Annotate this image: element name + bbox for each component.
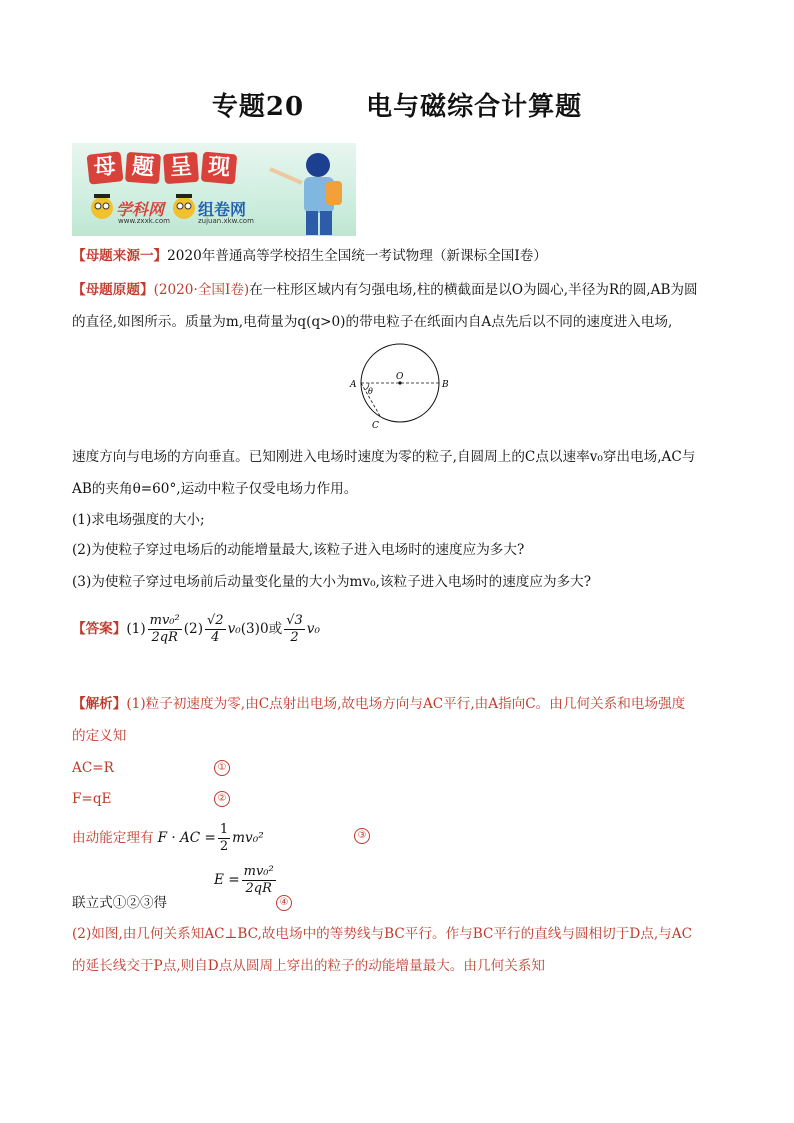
banner-char: 现 xyxy=(201,152,237,185)
answer-fraction-3: $\frac{√3}{2}$ xyxy=(286,612,303,645)
analysis-tag: 【解析】 xyxy=(72,696,127,712)
question-2: (2)为使粒子穿过电场后的动能增量最大,该粒子进入电场时的速度应为多大? xyxy=(72,542,525,558)
banner-char: 题 xyxy=(125,152,161,184)
equation-3-fraction: $\frac{1}{2}$ xyxy=(219,821,229,854)
problem-line-2: 的直径,如图所示。质量为m,电荷量为q(q>0)的带电粒子在纸面内自A点先后以不同的速度进入电场, xyxy=(72,314,673,330)
analysis-line-1 xyxy=(72,694,685,714)
label-c: C xyxy=(372,421,379,431)
logo-xkw: 学科网 xyxy=(116,200,165,219)
mascot-icon xyxy=(90,193,114,223)
problem-line-3: 速度方向与电场的方向垂直。已知刚进入电场时速度为零的粒子,自圆周上的C点以速率v₀穿出电场,AC与 xyxy=(72,449,696,465)
banner-char: 呈 xyxy=(163,152,199,184)
label-o: O xyxy=(396,372,404,382)
analysis-text-1: (1)粒子初速度为零,由C点射出电场,故电场方向与AC平行,由A指向C。由几何关系和电场强度 xyxy=(126,696,686,712)
equation-number-4: ④ xyxy=(276,895,292,911)
answer-v0: v₀ xyxy=(306,621,320,637)
label-b: B xyxy=(442,380,449,390)
answer-fraction-2: $\frac{√2}{4}$ xyxy=(207,612,224,645)
equation-3 xyxy=(72,818,264,858)
problem-tag: 【母题原题】 xyxy=(72,282,154,298)
problem-text-1: 在一柱形区域内有匀强电场,柱的横截面是以O为圆心,半径为R的圆,AB为圆 xyxy=(249,282,698,298)
mascot-icon xyxy=(172,193,196,223)
equation-4-lhs: E = xyxy=(214,872,240,888)
equation-1: AC=R xyxy=(72,760,114,776)
banner-title xyxy=(88,153,236,183)
answer-part-1: (1) xyxy=(126,621,146,637)
banner-char: 母 xyxy=(87,151,124,184)
analysis-line-2: 的定义知 xyxy=(72,728,127,744)
equation-number-1: ① xyxy=(214,760,230,776)
answer-v0: v₀ xyxy=(227,621,241,637)
source-text: 2020年普通高等学校招生全国统一考试物理（新课标全国Ⅰ卷） xyxy=(167,248,547,264)
analysis-line-6: 的延长线交于P点,则自D点从圆周上穿出的粒子的动能增量最大。由几何关系知 xyxy=(72,958,545,974)
question-3: (3)为使粒子穿过电场前后动量变化量的大小为mv₀,该粒子进入电场时的速度应为多大? xyxy=(72,574,592,590)
label-a: A xyxy=(350,380,357,390)
equation-number-3: ③ xyxy=(354,828,370,844)
answer-tag: 【答案】 xyxy=(72,621,127,637)
logo-zjw: 组卷网 xyxy=(198,200,247,219)
label-theta: θ xyxy=(368,387,373,396)
circle-figure xyxy=(346,342,456,432)
page-title xyxy=(0,86,794,123)
problem-line-1 xyxy=(72,280,698,300)
answer-line xyxy=(72,606,320,652)
equation-3-prefix: 由动能定理有 xyxy=(72,830,154,846)
answer-part-3: (3)0或 xyxy=(240,621,283,637)
logo-zjw-url: zujuan.xkw.com xyxy=(198,217,254,225)
banner-image xyxy=(72,143,356,236)
logo-xkw-url: www.zxxk.com xyxy=(118,217,170,225)
title-topic: 电与磁综合计算题 xyxy=(366,92,583,122)
answer-part-2: (2) xyxy=(183,621,204,637)
title-number: 专题20 xyxy=(211,92,305,122)
equation-3-rhs: mv₀² xyxy=(232,830,264,846)
equation-3-lhs: F · AC = xyxy=(157,830,216,846)
question-1: (1)求电场强度的大小; xyxy=(72,512,205,528)
teacher-illustration-icon xyxy=(268,147,354,235)
equation-number-2: ② xyxy=(214,791,230,807)
source-line xyxy=(72,246,547,266)
answer-fraction-1: $\frac{\text{mv₀²}}{2qR}$ xyxy=(149,612,180,645)
problem-line-4: AB的夹角θ=60°,运动中粒子仅受电场力作用。 xyxy=(72,481,358,497)
equation-4-fraction: $\frac{\text{mv₀²}}{2qR}$ xyxy=(243,863,274,896)
analysis-line-5: (2)如图,由几何关系知AC⊥BC,故电场中的等势线与BC平行。作与BC平行的直线与圆相切于D点,与AC xyxy=(72,926,692,942)
problem-ref: (2020·全国Ⅰ卷) xyxy=(153,282,250,298)
equation-4 xyxy=(214,860,278,900)
combine-line: 联立式①②③得 xyxy=(72,895,168,911)
source-tag: 【母题来源一】 xyxy=(72,248,168,264)
equation-2: F=qE xyxy=(72,791,112,807)
